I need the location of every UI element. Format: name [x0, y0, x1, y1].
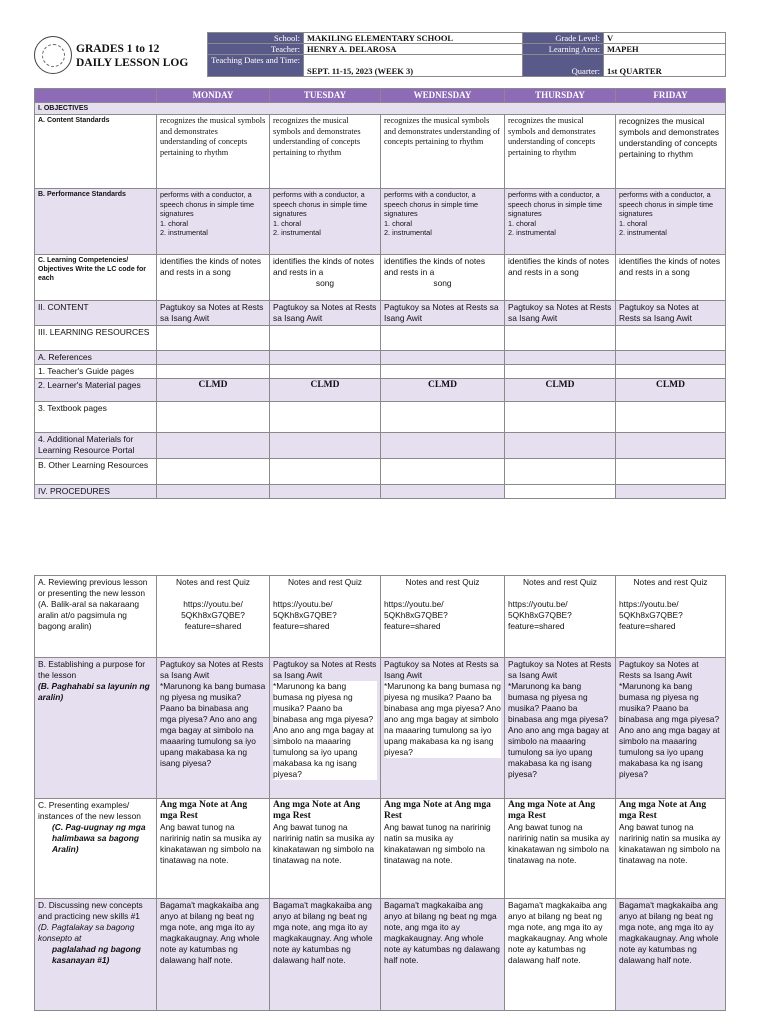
presenting-label: C. Presenting examples/ instances of the new lesson (C. Pag-uugnay ng mga halimbawa sa bagong Aralin) — [35, 799, 157, 899]
discussing-mon: Bagama't magkakaiba ang anyo at bilang ng beat ng mga note, ang mga ito ay magkakaugnay. Ang whole note ay katumbas ng dalawang half note. — [157, 899, 270, 1011]
competency-wed: identifies the kinds of notes and rests in a song — [381, 255, 505, 301]
dates-label: Teaching Dates and Time: — [208, 55, 304, 77]
purpose-label: B. Establishing a purpose for the lesson (B. Paghahabi sa layunin ng aralin) — [35, 658, 157, 799]
title-line-2: DAILY LESSON LOG — [76, 57, 189, 69]
discussing-thu: Bagama't magkakaiba ang anyo at bilang ng beat ng mga note, ang mga ito ay magkakaugnay. Ang whole note ay katumbas ng dalawang half note. — [505, 899, 616, 1011]
day-wednesday: WEDNESDAY — [381, 89, 505, 103]
performance-tue: performs with a conductor, a speech chorus in simple time signatures 1. choral 2. instrumental — [270, 189, 381, 255]
references-label: A. References — [35, 351, 157, 365]
quarter-value: 1st QUARTER — [604, 55, 726, 77]
reviewing-mon: Notes and rest Quiz https://youtu.be/ 5QKh8xG7QBE? feature=shared — [157, 576, 270, 658]
school-label: School: — [208, 33, 304, 44]
day-monday: MONDAY — [157, 89, 270, 103]
quarter-label: Quarter: — [523, 55, 604, 77]
content-label: II. CONTENT — [35, 301, 157, 326]
performance-fri: performs with a conductor, a speech chorus in simple time signatures 1. choral 2. instrumental — [616, 189, 726, 255]
purpose-thu: Pagtukoy sa Notes at Rests sa Isang Awit *Marunong ka bang bumasa ng piyesa ng musika? Paano ba binabasa ang mga piyesa? Ano ano ang mga bagay at simbolo na maaaring tumulong sa iyo upang makabasa ka ng isang piyesa? — [505, 658, 616, 799]
competencies-label: C. Learning Competencies/ Objectives Write the LC code for each — [35, 255, 157, 301]
reviewing-label: A. Reviewing previous lesson or presenting the new lesson (A. Balik-aral sa nakaraang aralin at/o pagsimula ng bagong aralin) — [35, 576, 157, 658]
presenting-thu: Ang mga Note at Ang mga Rest Ang bawat tunog na naririnig natin sa musika ay kinakatawan ng simbolo na tinatawag na note. — [505, 799, 616, 899]
grade-value: V — [604, 33, 726, 44]
purpose-fri: Pagtukoy sa Notes at Rests sa Isang Awit *Marunong ka bang bumasa ng piyesa ng musika? Paano ba binabasa ang mga piyesa? Ano ano ang mga bagay at simbolo na maaaring tumulong sa iyo upang makabasa ka ng isang piyesa? — [616, 658, 726, 799]
objectives-table — [34, 88, 726, 499]
reviewing-tue: Notes and rest Quiz https://youtu.be/ 5QKh8xG7QBE? feature=shared — [270, 576, 381, 658]
discussing-tue: Bagama't magkakaiba ang anyo at bilang ng beat ng mga note, ang mga ito ay magkakaugnay. Ang whole note ay katumbas ng dalawang half note. — [270, 899, 381, 1011]
teachers-guide-label: 1. Teacher's Guide pages — [35, 365, 157, 379]
learning-resources-label: III. LEARNING RESOURCES — [35, 326, 157, 351]
textbook-label: 3. Textbook pages — [35, 402, 157, 433]
discussing-label: D. Discussing new concepts and practicing new skills #1 (D. Pagtalakay sa bagong konsepto at paglalahad ng bagong kasanayan #1) — [35, 899, 157, 1011]
performance-mon: performs with a conductor, a speech chorus in simple time signatures 1. choral 2. instrumental — [157, 189, 270, 255]
competency-fri: identifies the kinds of notes and rests in a song — [616, 255, 726, 301]
other-resources-label: B. Other Learning Resources — [35, 459, 157, 485]
document-title — [76, 42, 188, 70]
corner-cell — [35, 89, 157, 103]
competency-tue: identifies the kinds of notes and rests in a song — [270, 255, 381, 301]
teacher-value: HENRY A. DELAROSA — [304, 44, 523, 55]
presenting-wed: Ang mga Note at Ang mga Rest Ang bawat tunog na naririnig natin sa musika ay kinakatawan ng simbolo na tinatawag na note. — [381, 799, 505, 899]
content-standards-fri: recognizes the musical symbols and demonstrates understanding of concepts pertaining to rhythm — [616, 115, 726, 189]
reviewing-thu: Notes and rest Quiz https://youtu.be/ 5QKh8xG7QBE? feature=shared — [505, 576, 616, 658]
content-mon: Pagtukoy sa Notes at Rests sa Isang Awit — [157, 301, 270, 326]
objectives-heading: I. OBJECTIVES — [35, 103, 726, 115]
reviewing-fri: Notes and rest Quiz https://youtu.be/ 5QKh8xG7QBE? feature=shared — [616, 576, 726, 658]
content-standards-mon: recognizes the musical symbols and demonstrates understanding of concepts pertaining to rhythm — [157, 115, 270, 189]
content-wed: Pagtukoy sa Notes at Rests sa Isang Awit — [381, 301, 505, 326]
clmd-thu: CLMD — [505, 379, 616, 402]
title-line-1: GRADES 1 to 12 — [76, 43, 160, 55]
school-value: MAKILING ELEMENTARY SCHOOL — [304, 33, 523, 44]
performance-standards-label: B. Performance Standards — [35, 189, 157, 255]
content-standards-thu: recognizes the musical symbols and demonstrates understanding of concepts pertaining to rhythm — [505, 115, 616, 189]
presenting-tue: Ang mga Note at Ang mga Rest Ang bawat tunog na naririnig natin sa musika ay kinakatawan ng simbolo na tinatawag na note. — [270, 799, 381, 899]
teacher-label: Teacher: — [208, 44, 304, 55]
day-thursday: THURSDAY — [505, 89, 616, 103]
purpose-mon: Pagtukoy sa Notes at Rests sa Isang Awit *Marunong ka bang bumasa ng piyesa ng musika? Paano ba binabasa ang mga piyesa? Ano ano ang mga bagay at simbolo na maaaring tumulong sa iyo upang makabasa ka ng isang piyesa? — [157, 658, 270, 799]
purpose-tue: Pagtukoy sa Notes at Rests sa Isang Awit *Marunong ka bang bumasa ng piyesa ng musika? Paano ba binabasa ang mga piyesa? Ano ano ang mga bagay at simbolo na maaaring tumulong sa iyo upang makabasa ka ng isang piyesa? — [270, 658, 381, 799]
purpose-wed: Pagtukoy sa Notes at Rests sa Isang Awit *Marunong ka bang bumasa ng piyesa ng musika? Paano ba binabasa ang mga piyesa? Ano ano ang mga bagay at simbolo na maaaring tumulong sa iyo upang makabasa ka ng isang piyesa? — [381, 658, 505, 799]
presenting-fri: Ang mga Note at Ang mga Rest Ang bawat tunog na naririnig natin sa musika ay kinakatawan ng simbolo na tinatawag na note. — [616, 799, 726, 899]
discussing-fri: Bagama't magkakaiba ang anyo at bilang ng beat ng mga note, ang mga ito ay magkakaugnay. Ang whole note ay katumbas ng dalawang half note. — [616, 899, 726, 1011]
clmd-wed: CLMD — [381, 379, 505, 402]
reviewing-wed: Notes and rest Quiz https://youtu.be/ 5QKh8xG7QBE? feature=shared — [381, 576, 505, 658]
discussing-wed: Bagama't magkakaiba ang anyo at bilang ng beat ng mga note, ang mga ito ay magkakaugnay. Ang whole note ay katumbas ng dalawang half note. — [381, 899, 505, 1011]
content-fri: Pagtukoy sa Notes at Rests sa Isang Awit — [616, 301, 726, 326]
competency-thu: identifies the kinds of notes and rests in a song — [505, 255, 616, 301]
additional-materials-label: 4. Additional Materials for Learning Resource Portal — [35, 433, 157, 459]
area-label: Learning Area: — [523, 44, 604, 55]
content-tue: Pagtukoy sa Notes at Rests sa Isang Awit — [270, 301, 381, 326]
area-value: MAPEH — [604, 44, 726, 55]
performance-wed: performs with a conductor, a speech chorus in simple time signatures 1. choral 2. instrumental — [381, 189, 505, 255]
learners-material-label: 2. Learner's Material pages — [35, 379, 157, 402]
header-info-table — [207, 32, 726, 77]
dates-value: SEPT. 11-15, 2023 (WEEK 3) — [304, 55, 523, 77]
competency-mon: identifies the kinds of notes and rests in a song — [157, 255, 270, 301]
content-standards-wed: recognizes the musical symbols and demonstrates understanding of concepts pertaining to rhythm — [381, 115, 505, 189]
content-standards-label: A. Content Standards — [35, 115, 157, 189]
clmd-mon: CLMD — [157, 379, 270, 402]
content-thu: Pagtukoy sa Notes at Rests sa Isang Awit — [505, 301, 616, 326]
presenting-mon: Ang mga Note at Ang mga Rest Ang bawat tunog na naririnig natin sa musika ay kinakatawan ng simbolo na tinatawag na note. — [157, 799, 270, 899]
day-friday: FRIDAY — [616, 89, 726, 103]
procedures-label: IV. PROCEDURES — [35, 485, 157, 499]
performance-thu: performs with a conductor, a speech chorus in simple time signatures 1. choral 2. instrumental — [505, 189, 616, 255]
day-tuesday: TUESDAY — [270, 89, 381, 103]
procedures-table — [34, 575, 726, 1011]
clmd-tue: CLMD — [270, 379, 381, 402]
content-standards-tue: recognizes the musical symbols and demonstrates understanding of concepts pertaining to rhythm — [270, 115, 381, 189]
clmd-fri: CLMD — [616, 379, 726, 402]
deped-seal — [34, 36, 72, 74]
grade-label: Grade Level: — [523, 33, 604, 44]
